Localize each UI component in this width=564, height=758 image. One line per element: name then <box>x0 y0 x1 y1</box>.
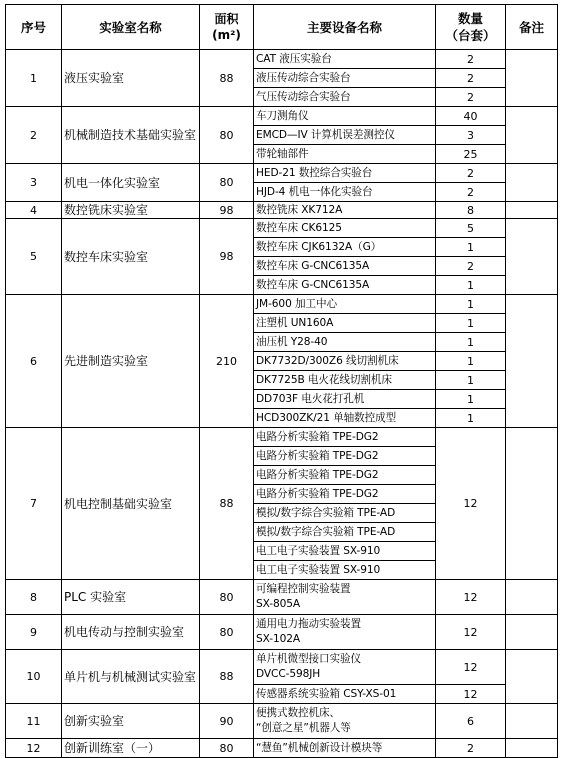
cell-lab-no: 4 <box>6 202 62 219</box>
table-row <box>6 615 558 650</box>
cell-quantity: 2 <box>436 183 506 202</box>
cell-quantity: 2 <box>436 164 506 183</box>
cell-quantity: 1 <box>436 276 506 295</box>
cell-note <box>506 704 558 739</box>
header-area <box>200 5 254 50</box>
cell-equipment-name: 数控车床 G-CNC6135A <box>254 276 436 295</box>
cell-lab-name: 数控铣床实验室 <box>62 202 200 219</box>
cell-quantity: 2 <box>436 50 506 69</box>
cell-note <box>506 295 558 428</box>
cell-note <box>506 428 558 580</box>
cell-note <box>506 219 558 295</box>
header-lab-name: 实验室名称 <box>62 5 200 50</box>
cell-lab-no: 10 <box>6 650 62 704</box>
cell-lab-area: 80 <box>200 164 254 202</box>
table-row <box>6 202 558 219</box>
cell-quantity: 1 <box>436 333 506 352</box>
cell-note <box>506 50 558 107</box>
cell-quantity: 2 <box>436 257 506 276</box>
cell-note <box>506 202 558 219</box>
cell-quantity: 6 <box>436 704 506 739</box>
cell-quantity: 25 <box>436 145 506 164</box>
cell-lab-no: 1 <box>6 50 62 107</box>
table-row <box>6 107 558 126</box>
cell-lab-area: 98 <box>200 202 254 219</box>
cell-lab-name: 机电传动与控制实验室 <box>62 615 200 650</box>
cell-quantity: 1 <box>436 409 506 428</box>
cell-equipment-name: DD703F 电火花打孔机 <box>254 390 436 409</box>
header-quantity <box>436 5 506 50</box>
cell-equipment-name: HED-21 数控综合实验台 <box>254 164 436 183</box>
table-row <box>6 739 558 758</box>
cell-lab-no: 6 <box>6 295 62 428</box>
table-row <box>6 219 558 238</box>
cell-equipment-name: 单片机微型接口实验仪 DVCC-598JH <box>254 650 436 685</box>
cell-quantity: 1 <box>436 352 506 371</box>
header-quantity-label: 数量 （台套） <box>445 11 496 43</box>
table-row <box>6 50 558 69</box>
cell-quantity: 5 <box>436 219 506 238</box>
cell-quantity: 12 <box>436 580 506 615</box>
cell-equipment-name: 带轮轴部件 <box>254 145 436 164</box>
cell-lab-area: 88 <box>200 50 254 107</box>
cell-lab-name: 创新训练室（一） <box>62 739 200 758</box>
cell-lab-area: 80 <box>200 107 254 164</box>
cell-quantity: 40 <box>436 107 506 126</box>
cell-lab-name: PLC 实验室 <box>62 580 200 615</box>
cell-equipment-name: 油压机 Y28-40 <box>254 333 436 352</box>
cell-equipment-name: 电路分析实验箱 TPE-DG2 <box>254 485 436 504</box>
lab-table-container <box>5 4 558 758</box>
table-row <box>6 650 558 685</box>
cell-lab-no: 2 <box>6 107 62 164</box>
cell-equipment-name: 便携式数控机床、 “创意之星”机器人等 <box>254 704 436 739</box>
cell-equipment-name: 电路分析实验箱 TPE-DG2 <box>254 466 436 485</box>
cell-lab-area: 80 <box>200 739 254 758</box>
cell-equipment-name: 电工电子实验装置 SX-910 <box>254 561 436 580</box>
cell-equipment-name: 通用电力拖动实验装置 SX-102A <box>254 615 436 650</box>
cell-equipment-name: 传感器系统实验箱 CSY-XS-01 <box>254 685 436 704</box>
cell-quantity: 3 <box>436 126 506 145</box>
cell-equipment-name: DK7725B 电火花线切割机床 <box>254 371 436 390</box>
cell-quantity: 12 <box>436 650 506 685</box>
cell-equipment-name: 可编程控制实验装置 SX-805A <box>254 580 436 615</box>
cell-quantity: 12 <box>436 685 506 704</box>
cell-quantity: 12 <box>436 428 506 580</box>
cell-lab-no: 9 <box>6 615 62 650</box>
cell-equipment-name: 模拟/数字综合实验箱 TPE-AD <box>254 504 436 523</box>
cell-quantity: 12 <box>436 615 506 650</box>
cell-equipment-name: 电路分析实验箱 TPE-DG2 <box>254 428 436 447</box>
cell-quantity: 1 <box>436 314 506 333</box>
table-header-row <box>6 5 558 50</box>
cell-lab-name: 机电控制基础实验室 <box>62 428 200 580</box>
cell-equipment-name: “慧鱼”机械创新设计模块等 <box>254 739 436 758</box>
cell-lab-no: 12 <box>6 739 62 758</box>
cell-equipment-name: 液压传动综合实验台 <box>254 69 436 88</box>
header-no: 序号 <box>6 5 62 50</box>
cell-lab-area: 98 <box>200 219 254 295</box>
cell-lab-area: 90 <box>200 704 254 739</box>
cell-quantity: 2 <box>436 88 506 107</box>
cell-equipment-name: EMCD—IV 计算机误差测控仪 <box>254 126 436 145</box>
cell-quantity: 1 <box>436 390 506 409</box>
cell-lab-no: 7 <box>6 428 62 580</box>
cell-note <box>506 650 558 704</box>
cell-equipment-name: 电工电子实验装置 SX-910 <box>254 542 436 561</box>
cell-equipment-name: 电路分析实验箱 TPE-DG2 <box>254 447 436 466</box>
cell-quantity: 1 <box>436 295 506 314</box>
cell-equipment-name: HJD-4 机电一体化实验台 <box>254 183 436 202</box>
cell-equipment-name: CAT 液压实验台 <box>254 50 436 69</box>
cell-quantity: 2 <box>436 69 506 88</box>
cell-equipment-name: 气压传动综合实验台 <box>254 88 436 107</box>
header-equipment: 主要设备名称 <box>254 5 436 50</box>
header-area-label: 面积 (m²) <box>212 12 241 42</box>
cell-lab-no: 3 <box>6 164 62 202</box>
cell-equipment-name: 车刀测角仪 <box>254 107 436 126</box>
cell-lab-area: 88 <box>200 428 254 580</box>
cell-quantity: 1 <box>436 371 506 390</box>
table-row <box>6 428 558 447</box>
cell-lab-area: 80 <box>200 580 254 615</box>
cell-note <box>506 615 558 650</box>
table-row <box>6 704 558 739</box>
header-note: 备注 <box>506 5 558 50</box>
table-row <box>6 164 558 183</box>
cell-quantity: 2 <box>436 739 506 758</box>
cell-lab-area: 80 <box>200 615 254 650</box>
cell-equipment-name: 数控车床 CJK6132A（G） <box>254 238 436 257</box>
cell-note <box>506 580 558 615</box>
cell-lab-name: 液压实验室 <box>62 50 200 107</box>
cell-note <box>506 739 558 758</box>
cell-lab-name: 机电一体化实验室 <box>62 164 200 202</box>
cell-lab-no: 8 <box>6 580 62 615</box>
cell-equipment-name: 模拟/数字综合实验箱 TPE-AD <box>254 523 436 542</box>
cell-lab-name: 创新实验室 <box>62 704 200 739</box>
cell-lab-name: 机械制造技术基础实验室 <box>62 107 200 164</box>
cell-note <box>506 107 558 164</box>
cell-lab-name: 数控车床实验室 <box>62 219 200 295</box>
cell-equipment-name: HCD300ZK/21 单轴数控成型 <box>254 409 436 428</box>
cell-equipment-name: 数控车床 CK6125 <box>254 219 436 238</box>
table-row <box>6 580 558 615</box>
cell-lab-name: 单片机与机械测试实验室 <box>62 650 200 704</box>
cell-note <box>506 164 558 202</box>
cell-equipment-name: 数控车床 G-CNC6135A <box>254 257 436 276</box>
cell-lab-no: 11 <box>6 704 62 739</box>
cell-quantity: 8 <box>436 202 506 219</box>
cell-lab-area: 210 <box>200 295 254 428</box>
cell-quantity: 1 <box>436 238 506 257</box>
cell-equipment-name: DK7732D/300Z6 线切割机床 <box>254 352 436 371</box>
table-body <box>6 50 558 758</box>
cell-equipment-name: JM-600 加工中心 <box>254 295 436 314</box>
cell-equipment-name: 数控铣床 XK712A <box>254 202 436 219</box>
cell-equipment-name: 注塑机 UN160A <box>254 314 436 333</box>
table-row <box>6 295 558 314</box>
lab-equipment-table <box>5 4 558 758</box>
cell-lab-no: 5 <box>6 219 62 295</box>
cell-lab-area: 88 <box>200 650 254 704</box>
cell-lab-name: 先进制造实验室 <box>62 295 200 428</box>
